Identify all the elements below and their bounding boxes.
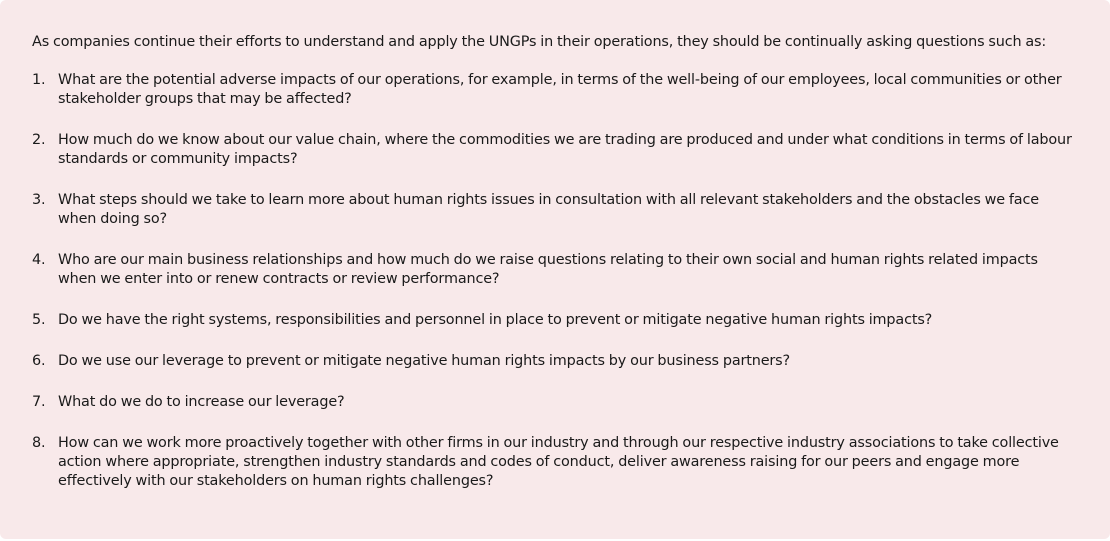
- list-item: [32, 131, 1080, 169]
- item-text: Who are our main business relationships and how much do we raise questions relating to their own social and human rights related impacts when we enter into or renew contracts or review performance?: [58, 252, 1038, 287]
- list-item: [32, 251, 1080, 289]
- item-number: 2.: [32, 132, 46, 148]
- item-number: 1.: [32, 72, 46, 88]
- item-text: Do we have the right systems, responsibilities and personnel in place to prevent or mitigate negative human rights impacts?: [58, 312, 933, 328]
- list-item: [32, 393, 1080, 412]
- item-text: What do we do to increase our leverage?: [58, 394, 345, 410]
- item-text: How much do we know about our value chain, where the commodities we are trading are produced and under what conditions in terms of labour standards or community impacts?: [58, 132, 1072, 167]
- item-number: 3.: [32, 192, 46, 208]
- item-number: 5.: [32, 312, 46, 328]
- item-text: What are the potential adverse impacts of our operations, for example, in terms of the well-being of our employees, local communities or other stakeholder groups that may be affected?: [58, 72, 1062, 107]
- list-item: [32, 311, 1080, 330]
- questions-list: [32, 71, 1080, 491]
- intro-paragraph: As companies continue their efforts to understand and apply the UNGPs in their operations, they should be continually asking questions such as:: [32, 34, 1047, 50]
- list-item: [32, 71, 1080, 109]
- list-item: [32, 434, 1080, 491]
- item-number: 7.: [32, 394, 46, 410]
- item-text: Do we use our leverage to prevent or mitigate negative human rights impacts by our business partners?: [58, 353, 791, 369]
- item-text: What steps should we take to learn more about human rights issues in consultation with all relevant stakeholders and the obstacles we face when doing so?: [58, 192, 1039, 227]
- item-text: How can we work more proactively together with other firms in our industry and through our respective industry associations to take collective action where appropriate, strengthen industry standards and codes of conduct, deliver awareness raising for our peers and engage more effectively with our stakeholders on human rights challenges?: [58, 435, 1059, 489]
- item-number: 6.: [32, 353, 46, 369]
- list-item: [32, 191, 1080, 229]
- list-item: [32, 352, 1080, 371]
- item-number: 8.: [32, 435, 46, 451]
- item-number: 4.: [32, 252, 46, 268]
